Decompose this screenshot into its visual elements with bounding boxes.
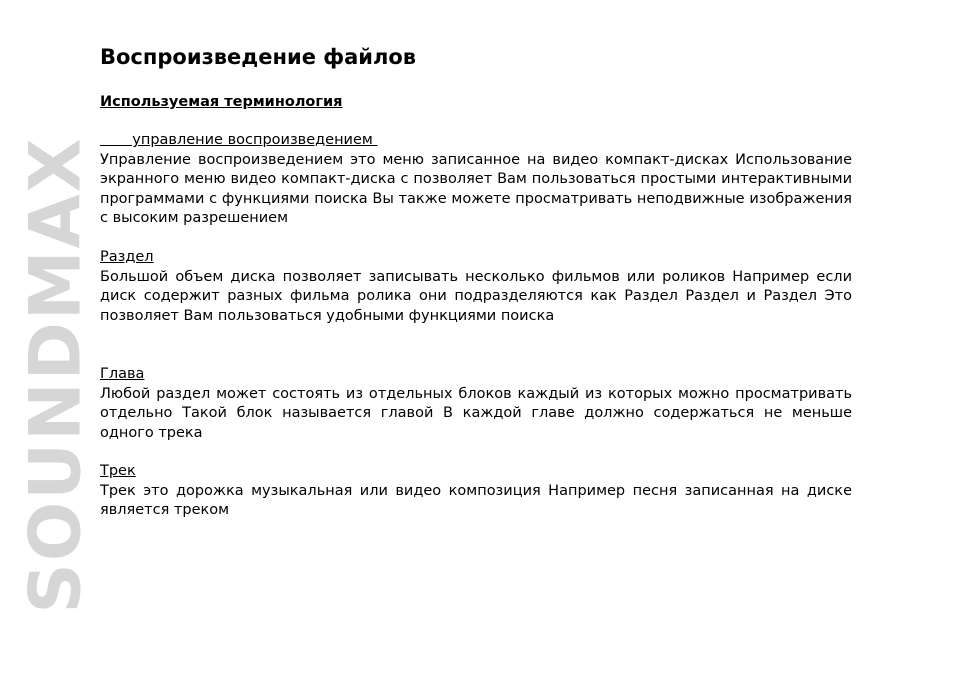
section-track <box>100 462 852 521</box>
section-text: Трек это дорожка музыкальная или видео композиция Например песня записанная на диске является треком <box>100 482 852 518</box>
section-text: Любой раздел может состоять из отдельных блоков каждый из которых можно просматривать отдельно Такой блок называется главой В каждой главе должно содержаться не меньше одного трека <box>100 385 852 441</box>
section-heading: Глава <box>100 366 145 382</box>
section-title-chapter <box>100 248 852 326</box>
section-text: Большой объем диска позволяет записывать несколько фильмов или роликов Например если диск содержит разных фильма ролика они подразделяются как Раздел Раздел и Раздел Это позволяет Вам пользоваться удобными функциями поиска <box>100 268 852 324</box>
section-heading: Трек <box>100 463 136 479</box>
section-chapter <box>100 365 852 443</box>
terminology-heading: Используемая терминология <box>100 94 343 110</box>
soundmax-watermark <box>15 85 98 665</box>
page-title: Воспроизведение файлов <box>100 45 417 69</box>
brand-text: SOUNDMAX <box>15 136 98 614</box>
section-playback-control <box>100 131 852 229</box>
section-heading: управление воспроизведением <box>100 132 378 148</box>
section-heading: Раздел <box>100 249 154 265</box>
section-text: Управление воспроизведением это меню записанное на видео компакт-дисках Использование экранного меню видео компакт-диска с позволяет Вам пользоваться простыми интерактивными программами с функциями поиска Вы также можете просматривать неподвижные изображения с высоким разрешением <box>100 151 852 226</box>
